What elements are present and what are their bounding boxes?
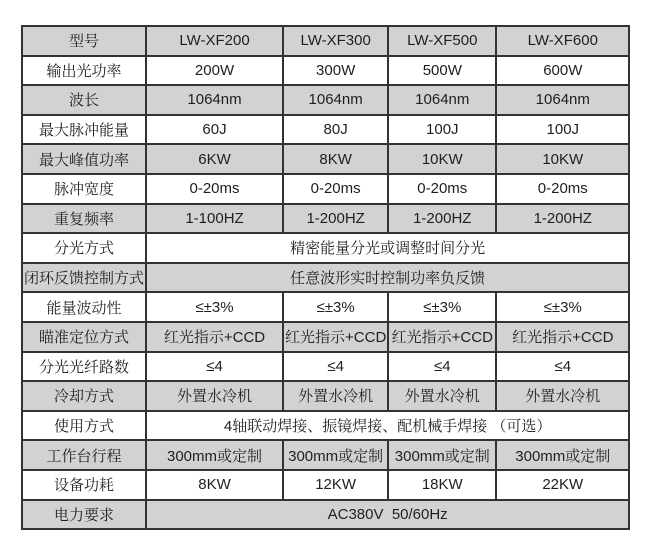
spec-cell: 1064nm (146, 85, 283, 115)
spec-cell: 12KW (283, 470, 388, 500)
spec-cell: 1-200HZ (496, 204, 629, 234)
spec-cell: 红光指示+CCD (283, 322, 388, 352)
row-label: 分光光纤路数 (22, 352, 146, 382)
spec-cell: 外置水冷机 (388, 381, 496, 411)
spec-cell: 60J (146, 115, 283, 145)
spec-cell: ≤±3% (496, 292, 629, 322)
row-label: 能量波动性 (22, 292, 146, 322)
row-label: 重复频率 (22, 204, 146, 234)
spec-cell: 外置水冷机 (146, 381, 283, 411)
table-row-energy-stability (22, 292, 629, 322)
spec-cell: 1-100HZ (146, 204, 283, 234)
table-row-usage-mode (22, 411, 629, 441)
spec-cell: 0-20ms (146, 174, 283, 204)
spec-cell: LW-XF200 (146, 26, 283, 56)
spec-table-body (22, 26, 629, 529)
table-row-max-peak-power (22, 144, 629, 174)
row-label: 使用方式 (22, 411, 146, 441)
spec-table (21, 25, 630, 530)
spec-cell: ≤±3% (146, 292, 283, 322)
spec-cell: 100J (388, 115, 496, 145)
spec-span-cell: 任意波形实时控制功率负反馈 (146, 263, 629, 293)
spec-cell: 红光指示+CCD (146, 322, 283, 352)
spec-cell: LW-XF300 (283, 26, 388, 56)
row-label: 冷却方式 (22, 381, 146, 411)
table-row-output-power (22, 56, 629, 86)
table-row-aiming-method (22, 322, 629, 352)
table-row-power-consumption (22, 470, 629, 500)
spec-cell: 10KW (496, 144, 629, 174)
spec-cell: 0-20ms (388, 174, 496, 204)
spec-cell: 300mm或定制 (283, 440, 388, 470)
table-row-repetition-rate (22, 204, 629, 234)
spec-span-cell: 4轴联动焊接、振镜焊接、配机械手焊接 （可选） (146, 411, 629, 441)
spec-cell: ≤4 (146, 352, 283, 382)
spec-cell: ≤4 (388, 352, 496, 382)
row-label: 最大脉冲能量 (22, 115, 146, 145)
spec-cell: 300W (283, 56, 388, 86)
row-label: 脉冲宽度 (22, 174, 146, 204)
row-label: 设备功耗 (22, 470, 146, 500)
spec-cell: 300mm或定制 (388, 440, 496, 470)
spec-cell: LW-XF500 (388, 26, 496, 56)
spec-cell: 1064nm (283, 85, 388, 115)
spec-cell: 6KW (146, 144, 283, 174)
spec-cell: ≤±3% (283, 292, 388, 322)
spec-cell: 1064nm (388, 85, 496, 115)
table-row-fiber-channels (22, 352, 629, 382)
spec-cell: 18KW (388, 470, 496, 500)
table-row-beam-splitting (22, 233, 629, 263)
table-row-cooling-method (22, 381, 629, 411)
spec-cell: 300mm或定制 (496, 440, 629, 470)
spec-cell: 8KW (146, 470, 283, 500)
row-label: 输出光功率 (22, 56, 146, 86)
spec-cell: 红光指示+CCD (388, 322, 496, 352)
row-label: 闭环反馈控制方式 (22, 263, 146, 293)
spec-cell: 0-20ms (283, 174, 388, 204)
row-label: 瞄准定位方式 (22, 322, 146, 352)
spec-cell: 外置水冷机 (496, 381, 629, 411)
spec-cell: 1-200HZ (283, 204, 388, 234)
spec-cell: ≤4 (283, 352, 388, 382)
spec-cell: 1064nm (496, 85, 629, 115)
spec-cell: 0-20ms (496, 174, 629, 204)
spec-cell: 红光指示+CCD (496, 322, 629, 352)
spec-cell: 600W (496, 56, 629, 86)
spec-span-cell: 精密能量分光或调整时间分光 (146, 233, 629, 263)
spec-cell: LW-XF600 (496, 26, 629, 56)
spec-cell: ≤4 (496, 352, 629, 382)
row-label: 型号 (22, 26, 146, 56)
spec-cell: 8KW (283, 144, 388, 174)
spec-cell: 10KW (388, 144, 496, 174)
spec-cell: ≤±3% (388, 292, 496, 322)
spec-span-cell: AC380V 50/60Hz (146, 500, 629, 530)
row-label: 波长 (22, 85, 146, 115)
row-label: 工作台行程 (22, 440, 146, 470)
row-label: 电力要求 (22, 500, 146, 530)
spec-cell: 500W (388, 56, 496, 86)
spec-cell: 100J (496, 115, 629, 145)
table-row-worktable-travel (22, 440, 629, 470)
table-row-wavelength (22, 85, 629, 115)
table-row-max-pulse-energy (22, 115, 629, 145)
table-row-closed-loop-feedback (22, 263, 629, 293)
spec-cell: 外置水冷机 (283, 381, 388, 411)
spec-cell: 300mm或定制 (146, 440, 283, 470)
spec-cell: 200W (146, 56, 283, 86)
row-label: 分光方式 (22, 233, 146, 263)
row-label: 最大峰值功率 (22, 144, 146, 174)
spec-cell: 22KW (496, 470, 629, 500)
table-row-pulse-width (22, 174, 629, 204)
table-row-power-requirement (22, 500, 629, 530)
table-row-model (22, 26, 629, 56)
spec-cell: 1-200HZ (388, 204, 496, 234)
spec-cell: 80J (283, 115, 388, 145)
